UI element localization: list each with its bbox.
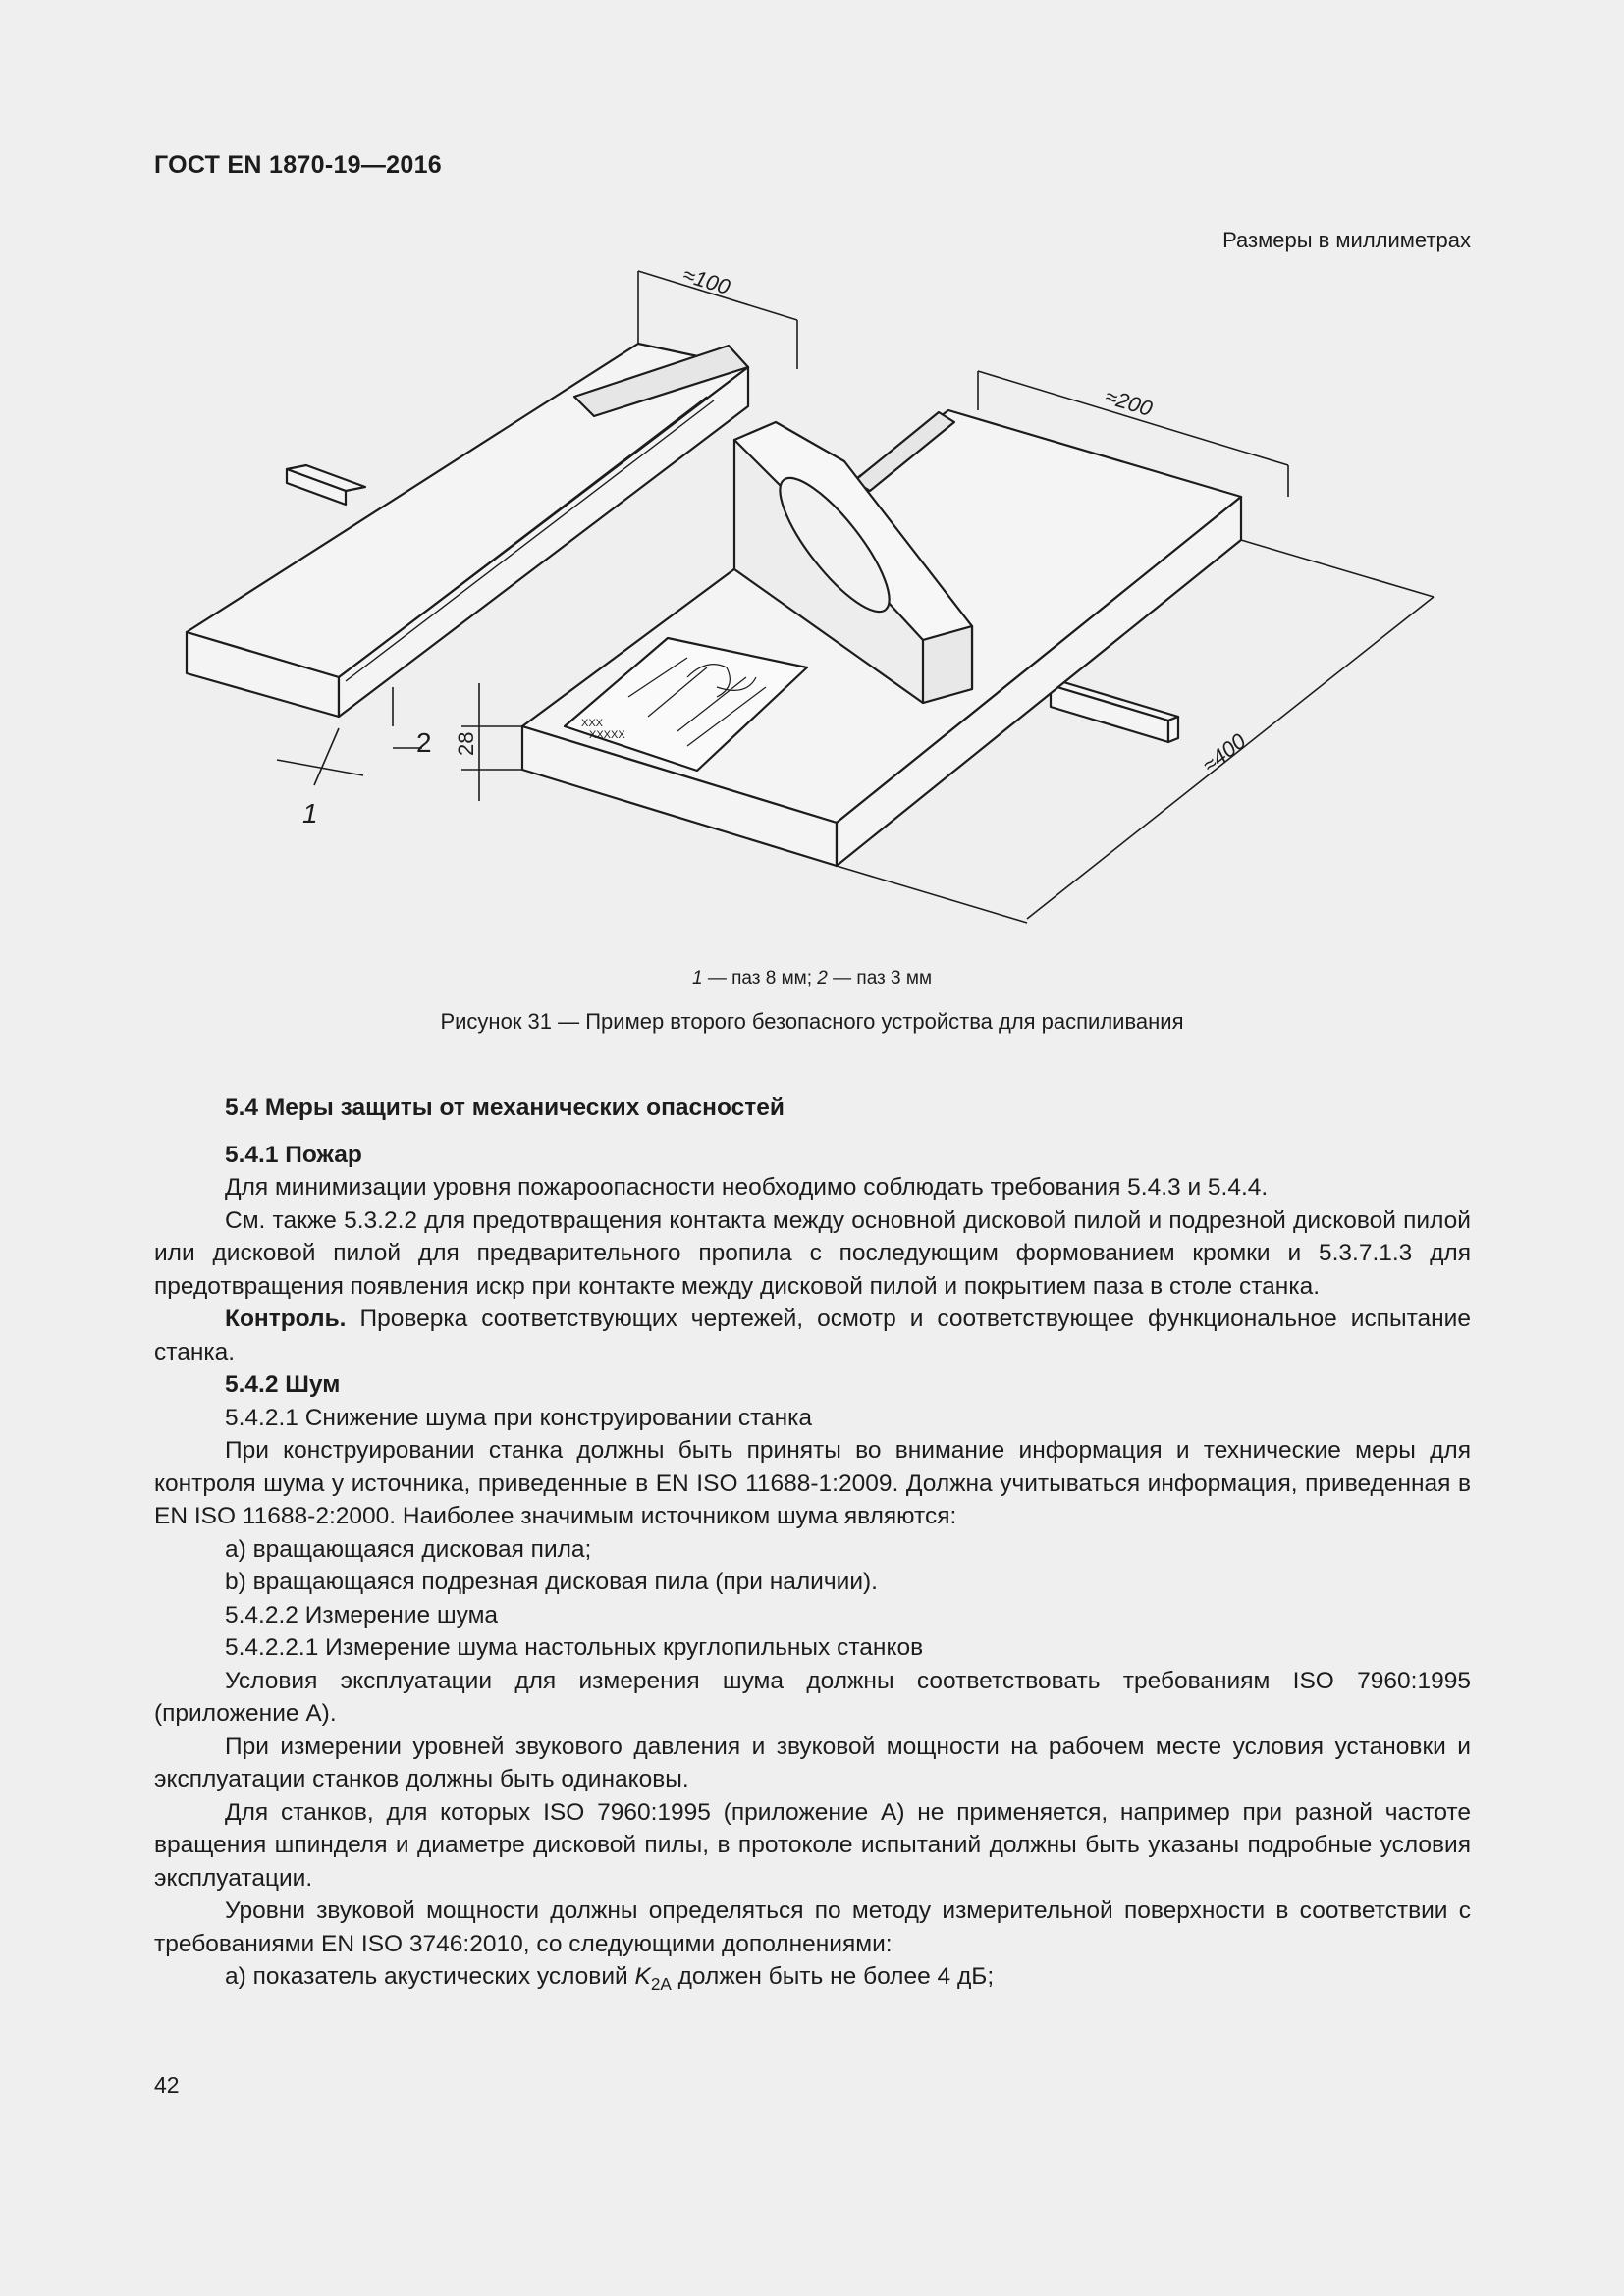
list-item: a) вращающаяся дисковая пила;	[225, 1535, 592, 1563]
legend-text-2: — паз 3 мм	[827, 968, 933, 988]
dim-400: ≈400	[1197, 728, 1251, 777]
heading-5-4-2: 5.4.2 Шум	[225, 1371, 341, 1398]
list-item: b) вращающаяся подрезная дисковая пила (при наличии).	[225, 1569, 878, 1595]
control-label: Контроль.	[225, 1306, 347, 1332]
paragraph: Для минимизации уровня пожароопасности необходимо соблюдать требования 5.4.3 и 5.4.4.	[225, 1174, 1269, 1201]
paragraph: См. также 5.3.2.2 для предотвращения контакта между основной дисковой пилой и подрезной дисковой пилой или дисковой пилой для предварительного пропила с последующим формованием кромки и 5.3.7.1.3 для предотвращения появления искр при контакте между дисковой пилой и покрытием паза в столе станка.	[154, 1206, 1471, 1300]
figure-legend	[0, 968, 1624, 989]
page-number: 42	[154, 2072, 180, 2098]
paragraph: При конструировании станка должны быть приняты во внимание информация и технические меры для контроля шума у источника, приведенные в EN ISO 11688-1:2009. Должна учитываться информация, приведенная в EN ISO 11688-2:2000. Наиболее значимым источником шума являются:	[154, 1437, 1471, 1529]
subheading: 5.4.2.1 Снижение шума при конструировании станка	[225, 1404, 813, 1431]
dim-100: ≈100	[679, 261, 733, 300]
heading-5-4-1: 5.4.1 Пожар	[225, 1141, 362, 1168]
body-text	[154, 1092, 1471, 2001]
paragraph: Уровни звуковой мощности должны определяться по методу измерительной поверхности в соответствии с требованиями EN ISO 3746:2010, со следующими дополнениями:	[154, 1897, 1471, 1957]
subheading: 5.4.2.2 Измерение шума	[225, 1601, 499, 1629]
legend-num-1: 1	[691, 968, 703, 988]
control-text: Проверка соответствующих чертежей, осмотр и соответствующее функциональное испытание станка.	[154, 1306, 1471, 1365]
figure-31	[0, 255, 1624, 962]
legend-num-2: 2	[817, 968, 828, 988]
dim-28: 28	[454, 731, 478, 756]
handle-front	[923, 626, 972, 703]
dim-200: ≈200	[1102, 383, 1156, 422]
figure-caption: Рисунок 31 — Пример второго безопасного устройства для распиливания	[440, 1009, 1184, 1034]
right-runner-end	[1168, 717, 1178, 742]
document-header: ГОСТ EN 1870-19—2016	[154, 151, 442, 179]
symbol-subscript: 2A	[650, 1973, 672, 1994]
callout-2: 2	[416, 727, 432, 758]
heading-5-4: 5.4 Меры защиты от механических опасностей	[225, 1095, 785, 1121]
subheading: 5.4.2.2.1 Измерение шума настольных круглопильных станков	[225, 1634, 924, 1661]
list-item	[154, 1960, 1471, 2001]
list-item-text: a) показатель акустических условий	[225, 1963, 635, 1990]
symbol-k: K	[634, 1963, 651, 1990]
list-item-text: должен быть не более 4 дБ;	[671, 1963, 995, 1990]
svg-text:XXX: XXX	[581, 718, 604, 729]
figure-drawing	[0, 255, 1624, 962]
paragraph: При измерении уровней звукового давления и звуковой мощности на рабочем месте условия установки и эксплуатации станков должны быть одинаковы.	[154, 1733, 1471, 1792]
legend-text-1: — паз 8 мм;	[702, 968, 818, 988]
svg-text:XXXXX: XXXXX	[589, 729, 625, 741]
callout-1: 1	[302, 798, 318, 828]
units-note: Размеры в миллиметрах	[1222, 228, 1471, 252]
paragraph: Для станков, для которых ISO 7960:1995 (приложение A) не применяется, например при разной частоте вращения шпинделя и диаметре дисковой пилы, в протоколе испытаний должны быть указаны подробные условия эксплуатации.	[154, 1798, 1471, 1892]
control-paragraph	[154, 1303, 1471, 1368]
paragraph: Условия эксплуатации для измерения шума должны соответствовать требованиям ISO 7960:1995 (приложение A).	[154, 1667, 1471, 1727]
